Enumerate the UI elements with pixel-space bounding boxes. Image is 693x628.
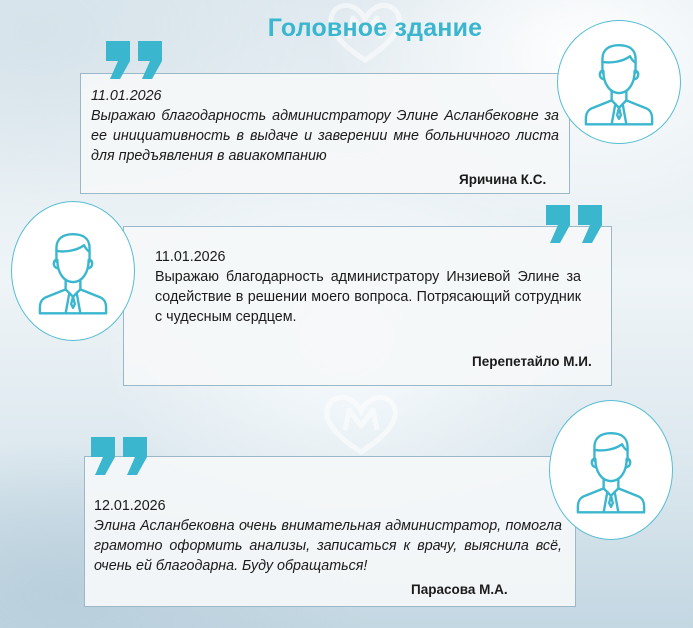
quote-icon [106, 41, 164, 81]
page-title: Головное здание [267, 14, 483, 42]
review-author: Яричина К.С. [459, 172, 547, 187]
quote-icon [91, 437, 149, 477]
user-avatar-icon [11, 201, 135, 341]
quote-icon [546, 205, 604, 245]
review-text: Выражаю благодарность администратору Инзиевой Элине за содействие в решении моего вопроса. Потрясающий сотрудник с чудесным сердцем. [155, 269, 581, 325]
review-date: 12.01.2026 [94, 498, 166, 514]
user-avatar-icon [549, 400, 673, 540]
review-text: Элина Асланбековна очень внимательная администратор, помогла грамотно оформить анализы, записаться к врачу, выяснила всё, очень ей благодарна. Буду обращаться! [94, 518, 562, 574]
review-date: 11.01.2026 [91, 88, 162, 104]
review-text: Выражаю благодарность администратору Элине Асланбековне за ее инициативность в выдаче и заверении мне больничного листа для предъявления в авиакомпанию [91, 108, 559, 164]
review-author: Перепетайло М.И. [472, 354, 592, 369]
review-author: Парасова М.А. [411, 582, 508, 597]
user-avatar-icon [557, 20, 681, 144]
review-date: 11.01.2026 [155, 249, 226, 265]
heart-logo-icon [323, 392, 399, 458]
